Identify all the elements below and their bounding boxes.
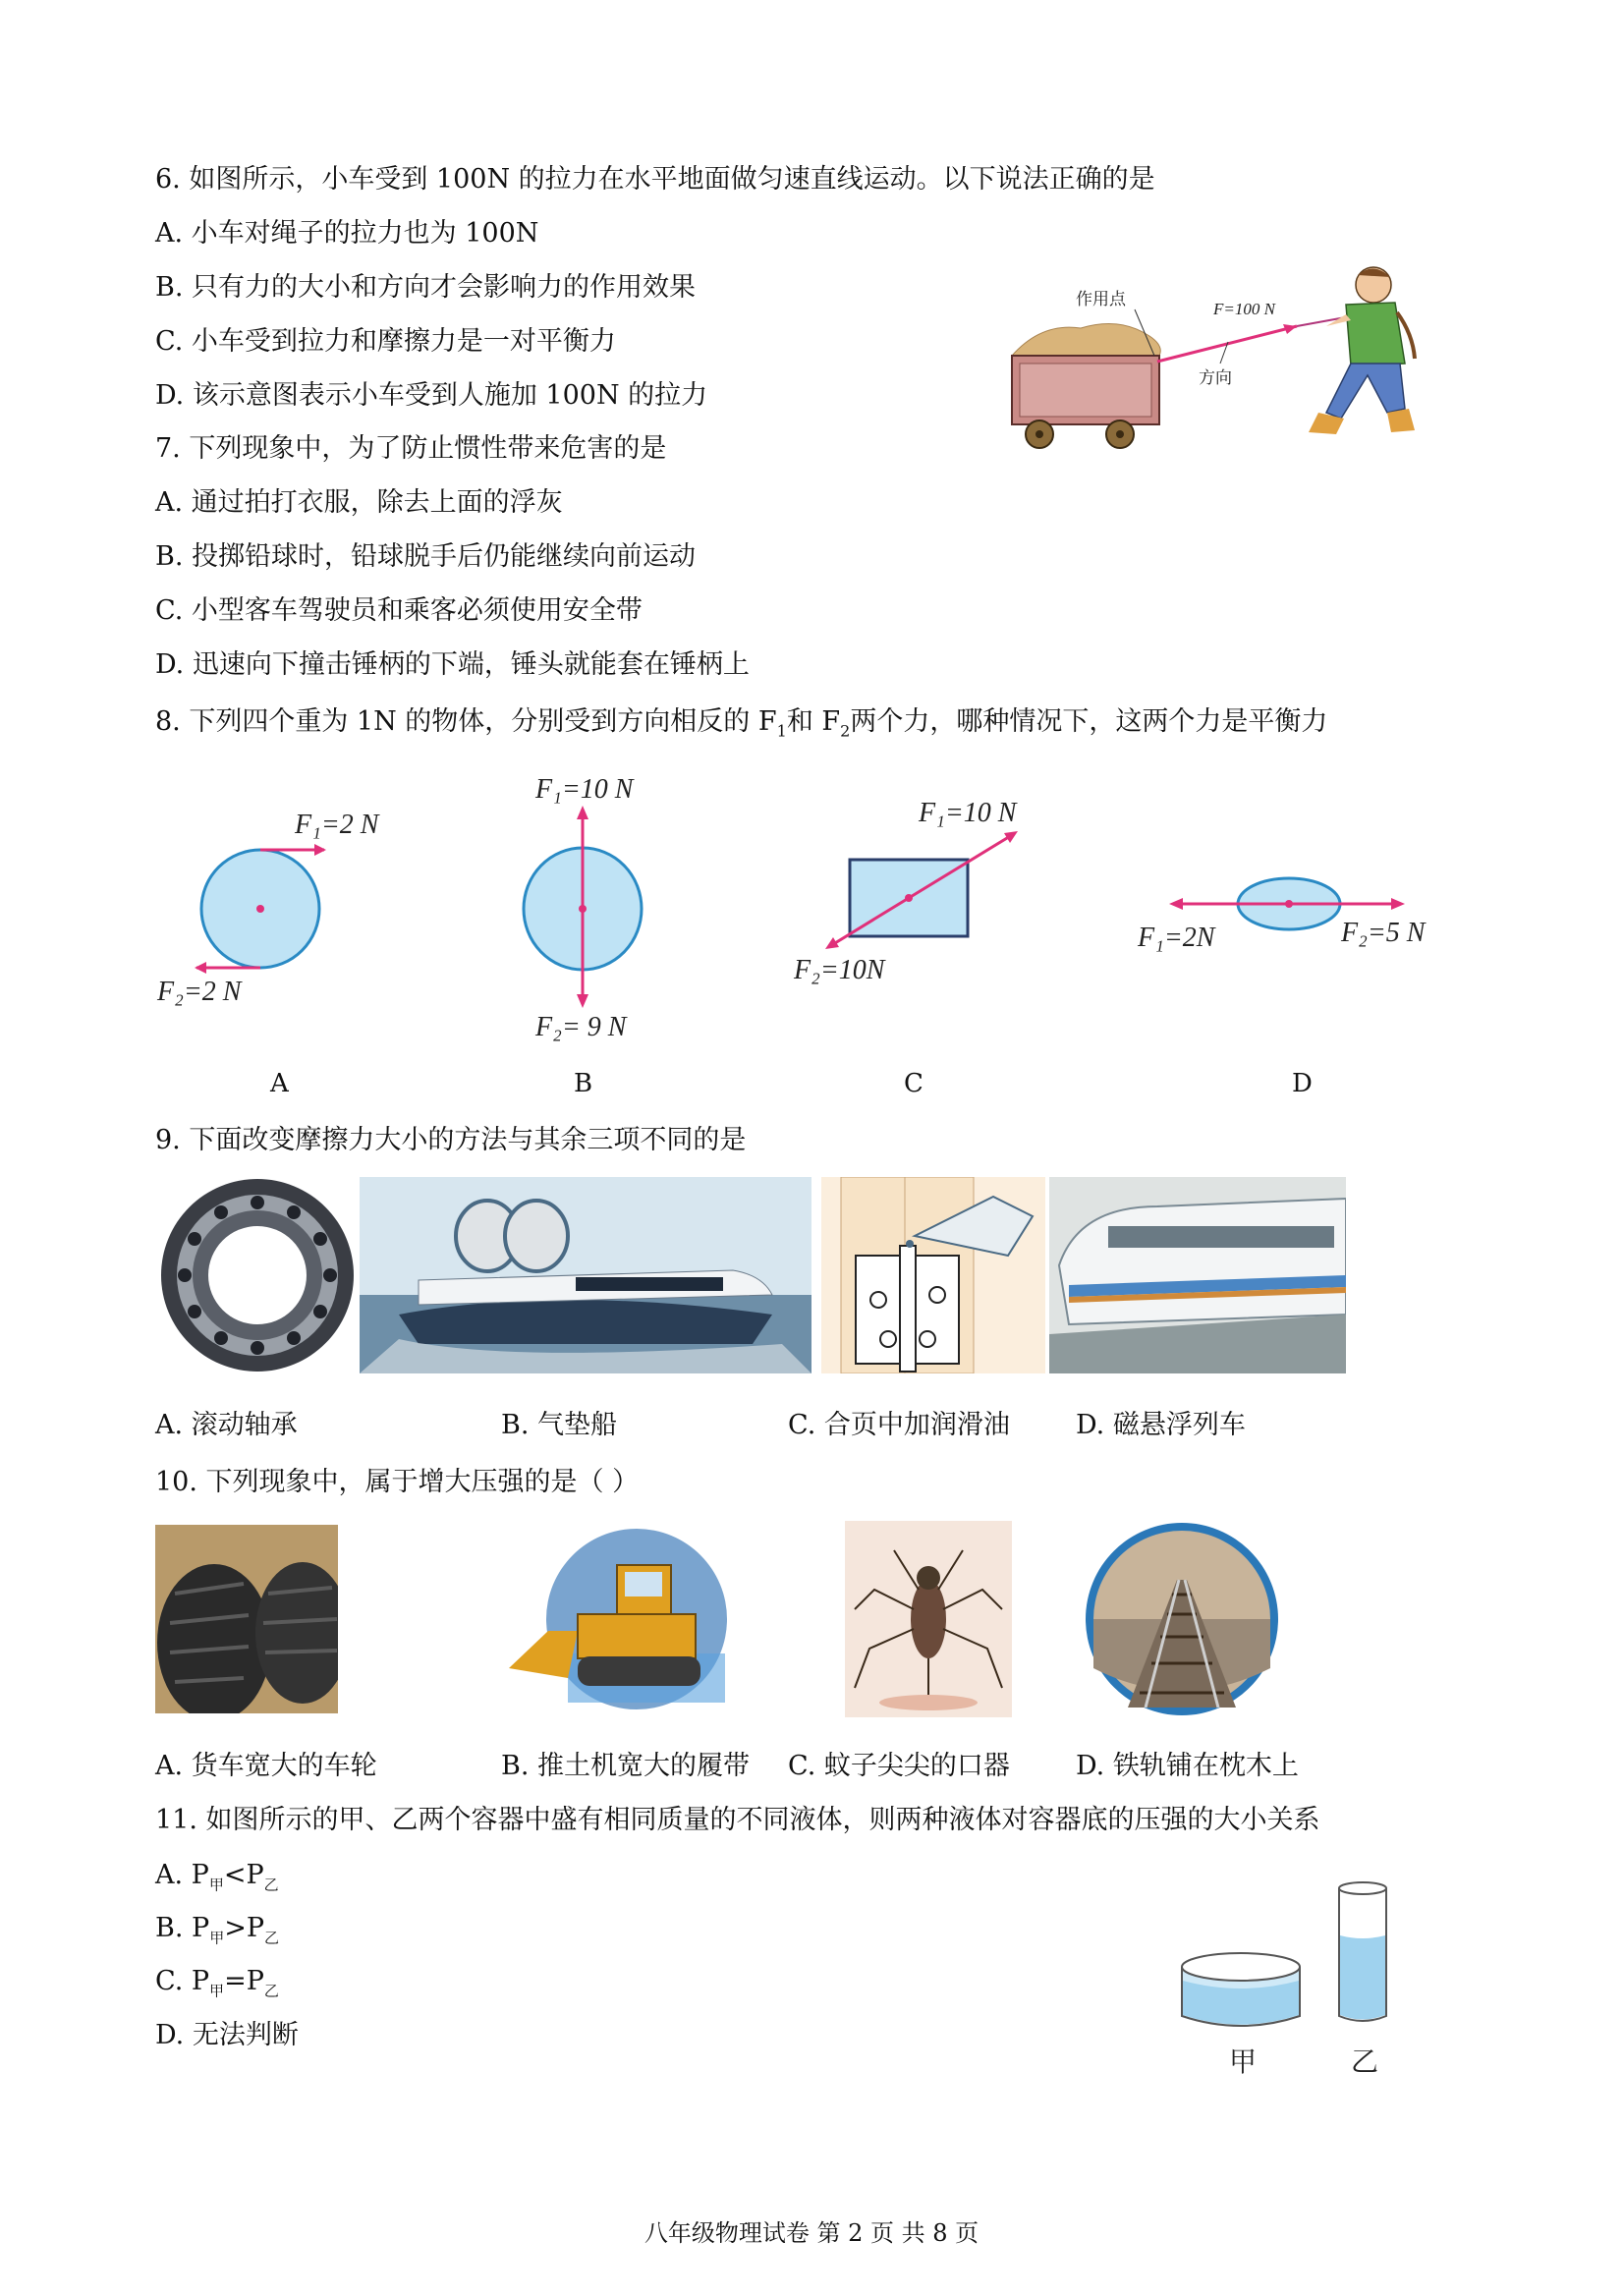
q10-option-c: C. 蚊子尖尖的口器	[788, 1751, 1010, 1781]
q11-option-b	[155, 1912, 279, 1954]
q11a-letter: A.	[155, 1860, 192, 1890]
q11c-letter: C.	[155, 1966, 192, 1996]
q9-stem: 9. 下面改变摩擦力大小的方法与其余三项不同的是	[155, 1125, 747, 1155]
q11a-rel: <	[223, 1860, 247, 1890]
q6-option-d: D. 该示意图表示小车受到人施加 100N 的拉力	[155, 380, 708, 411]
q8-caption-b: B	[574, 1069, 593, 1098]
q9-option-c: C. 合页中加润滑油	[788, 1410, 1010, 1440]
q10-stem: 10. 下列现象中，属于增大压强的是（ ）	[155, 1467, 640, 1497]
q10-option-b: B. 推土机宽大的履带	[501, 1751, 751, 1781]
q8-stem-part2: 和 F	[786, 706, 841, 737]
q11b-letter: B.	[155, 1913, 193, 1943]
q6-option-b: B. 只有力的大小和方向才会影响力的作用效果	[155, 272, 697, 303]
q11c-rel: =	[224, 1966, 247, 1996]
q7-option-d: D. 迅速向下撞击锤柄的下端，锤头就能套在锤柄上	[155, 649, 750, 680]
q11a-s1: 甲	[208, 1876, 224, 1894]
q8d-f2-label: F₂=5 N	[1341, 918, 1426, 948]
q8-caption-d: D	[1292, 1069, 1313, 1098]
q7-option-b: B. 投掷铅球时，铅球脱手后仍能继续向前运动	[155, 541, 697, 572]
q9-bearing-image	[155, 1177, 360, 1373]
q6-direction-label: 方向	[1199, 368, 1232, 387]
q9-option-a: A. 滚动轴承	[155, 1410, 298, 1440]
q11b-p2: P	[246, 1913, 264, 1943]
q8-caption-a: A	[270, 1069, 289, 1098]
q10-option-d: D. 铁轨铺在枕木上	[1076, 1751, 1299, 1781]
q11b-p1: P	[192, 1913, 210, 1943]
q9-maglev-image	[1049, 1177, 1346, 1373]
q8b-f1-label: F₁=10 N	[535, 774, 634, 805]
q10-truck-wheels-image	[155, 1525, 338, 1713]
q11-label-jia: 甲	[1229, 2047, 1258, 2078]
q8a-f1-label: F₁=2 N	[295, 810, 379, 840]
q7-stem: 7. 下列现象中，为了防止惯性带来危害的是	[155, 433, 667, 464]
q6-point-label: 作用点	[1076, 290, 1126, 308]
q11a-p2: P	[246, 1860, 264, 1890]
q11a-p1: P	[191, 1860, 209, 1890]
q11-option-c	[155, 1965, 279, 2007]
q6-cart-figure	[1002, 265, 1444, 462]
q11c-p2: P	[246, 1966, 264, 1996]
q7-option-c: C. 小型客车驾驶员和乘客必须使用安全带	[155, 595, 643, 626]
q6-option-a: A. 小车对绳子的拉力也为 100N	[155, 218, 539, 249]
q8-caption-c: C	[904, 1069, 923, 1098]
q7-option-a: A. 通过拍打衣服，除去上面的浮灰	[155, 487, 563, 518]
q8-stem-part3: 两个力，哪种情况下，这两个力是平衡力	[850, 706, 1328, 737]
q11c-s2: 乙	[263, 1982, 279, 2000]
q11-label-yi: 乙	[1351, 2047, 1379, 2078]
q8d-f1-label: F₁=2N	[1138, 923, 1215, 953]
q9-hovercraft-image	[360, 1177, 812, 1373]
q8c-f1-label: F₁=10 N	[919, 798, 1017, 828]
q11b-s2: 乙	[264, 1929, 280, 1947]
q8-stem-sub1: 1	[776, 721, 787, 741]
q8c-f2-label: F₂=10N	[794, 955, 885, 985]
q11-option-a	[155, 1859, 279, 1901]
q8-stem	[155, 705, 1327, 748]
q11a-s2: 乙	[263, 1876, 279, 1894]
q6-option-c: C. 小车受到拉力和摩擦力是一对平衡力	[155, 326, 616, 357]
q8-figure-a	[147, 786, 432, 1022]
q8-stem-sub2: 2	[840, 721, 851, 741]
q10-mosquito-image	[845, 1521, 1012, 1717]
q11-stem: 11. 如图所示的甲、乙两个容器中盛有相同质量的不同液体，则两种液体对容器底的压强的大小关系	[155, 1805, 1320, 1835]
q8-stem-part1: 8. 下列四个重为 1N 的物体，分别受到方向相反的 F	[155, 706, 777, 737]
q8-figure-b	[501, 766, 698, 1041]
q11b-rel: >	[224, 1913, 247, 1943]
q8-figure-d	[1130, 845, 1454, 973]
q9-hinge-oil-image	[821, 1177, 1045, 1373]
q6-force-label: F=100 N	[1213, 300, 1275, 318]
q11b-s1: 甲	[209, 1929, 225, 1947]
q10-railway-image	[1079, 1521, 1285, 1717]
page-footer: 八年级物理试卷 第 2 页 共 8 页	[644, 2219, 979, 2247]
q10-option-a: A. 货车宽大的车轮	[155, 1751, 377, 1781]
q11c-s1: 甲	[209, 1982, 225, 2000]
q10-bulldozer-image	[509, 1521, 731, 1717]
q11c-p1: P	[191, 1966, 210, 1996]
q11-containers-figure	[1174, 1876, 1410, 2093]
q9-option-d: D. 磁悬浮列车	[1076, 1410, 1246, 1440]
q8-figure-c	[786, 786, 1081, 1002]
q6-stem: 6. 如图所示，小车受到 100N 的拉力在水平地面做匀速直线运动。以下说法正确的是	[155, 164, 1155, 195]
q11-option-d: D. 无法判断	[155, 2020, 299, 2050]
q9-option-b: B. 气垫船	[501, 1410, 618, 1440]
q8b-f2-label: F₂= 9 N	[535, 1012, 627, 1041]
q8a-f2-label: F₂=2 N	[157, 977, 242, 1007]
